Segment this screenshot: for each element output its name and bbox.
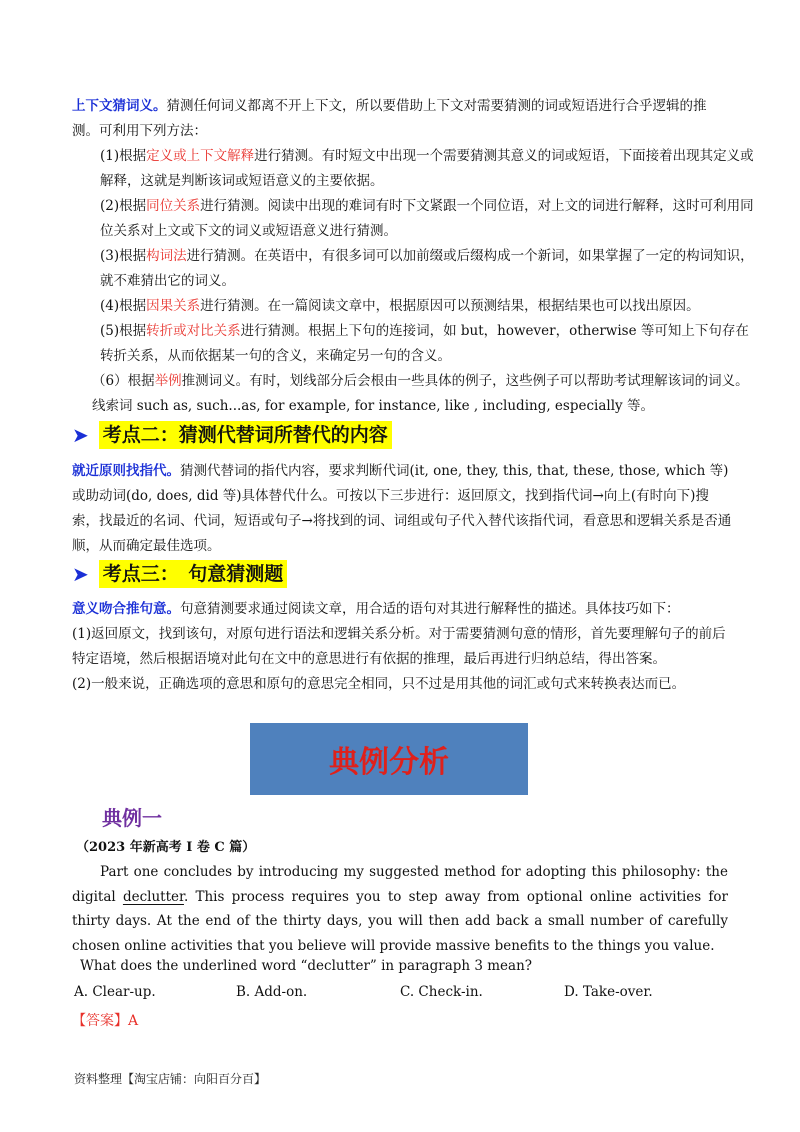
- method-4: [72, 294, 760, 319]
- option-c: C. Check-in.: [400, 984, 483, 1000]
- method-6: [72, 369, 752, 419]
- example-question: What does the underlined word “declutter” in paragraph 3 mean?: [80, 958, 533, 974]
- heading-kaodian-2: [72, 420, 392, 450]
- option-a: A. Clear-up.: [74, 984, 156, 1000]
- method-text: 进行猜测。在一篇阅读文章中，根据原因可以预测结果，根据结果也可以找出原因。: [200, 298, 700, 314]
- section2-paragraph: [72, 459, 732, 559]
- method-2: [72, 194, 760, 244]
- method-prefix: (4)根据: [100, 298, 147, 314]
- method-5: [72, 319, 760, 369]
- section3-intro: 句意猜测要求通过阅读文章，用合适的语句对其进行解释性的描述。具体技巧如下：: [180, 601, 680, 617]
- heading-kaodian-3: [72, 559, 287, 589]
- method-text: 进行猜测。有时短文中出现一个需要猜测其意义的词或短语，下面接着出现其定义或解释，这就是判断该词或短语意义的主要依据。: [100, 148, 754, 189]
- method-prefix: (3)根据: [100, 248, 147, 264]
- method-text: 进行猜测。根据上下句的连接词，如 but，however，otherwise 等可知上下句存在转折关系，从而依据某一句的含义，来确定另一句的含义。: [100, 323, 749, 364]
- section2-lead: 就近原则找指代。: [72, 463, 180, 479]
- banner-title: 典例分析: [329, 745, 449, 780]
- method-prefix: (2)根据: [100, 198, 147, 214]
- typical-example-banner: [250, 723, 528, 795]
- section2-text: 猜测代替词的指代内容，要求判断代词(it, one, they, this, that, these, those, which 等)或助动词(do, does, did 等)具体替代什么。可按以下三步进行：返回原文，找到指代词→向上(有时向下)搜索，找最近的名词、代词，短语或句子→将找到的词、词组或句子代入替代该指代词，看意思和逻辑关系是否通顺，从而确定最佳选项。: [72, 463, 732, 554]
- method-3: [72, 244, 760, 294]
- page-footer: 资料整理【淘宝店铺：向阳百分百】: [74, 1072, 267, 1086]
- section1-lead: 上下文猜词义。: [72, 98, 167, 114]
- method-keyword: 构词法: [146, 248, 187, 264]
- heading-text: 考点二：猜测代替词所替代的内容: [99, 421, 392, 449]
- method-prefix: (1)根据: [100, 148, 147, 164]
- section3-paragraph: [72, 597, 732, 697]
- section3-point-2: (2)一般来说，正确选项的意思和原句的意思完全相同，只不过是用其他的词汇或句式来转换表达而已。: [72, 676, 686, 692]
- method-keyword: 因果关系: [146, 298, 201, 314]
- passage-before: Part one concludes by introducing my suggested method for adopting this philosophy: the digital: [72, 864, 728, 905]
- passage-after: . This process requires you to step away from optional online activities for thirty days. At the end of the thirty days, you will then add back a small number of carefully chosen online activities that you believe will provide massive benefits to the things you value.: [72, 888, 728, 954]
- method-prefix: （6）根据: [92, 373, 155, 389]
- section3-lead: 意义吻合推句意。: [72, 601, 180, 617]
- method-keyword: 定义或上下文解释: [146, 148, 255, 164]
- section3-point-1: (1)返回原文，找到该句，对原句进行语法和逻辑关系分析。对于需要猜测句意的情形，首先要理解句子的前后特定语境，然后根据语境对此句在文中的意思进行有依据的推理，最后再进行归纳总结，得出答案。: [72, 626, 726, 667]
- option-d: D. Take-over.: [564, 984, 653, 1000]
- method-text: 推测词义。有时，划线部分后会根由一些具体的例子，这些例子可以帮助考试理解该词的词义。线索词 such as, such...as, for example, for instance, like , including, especially 等。: [92, 373, 749, 414]
- method-keyword: 同位关系: [146, 198, 201, 214]
- arrow-bullet-icon: ➤: [72, 423, 89, 447]
- arrow-bullet-icon: ➤: [72, 562, 89, 586]
- method-text: 进行猜测。阅读中出现的难词有时下文紧跟一个同位语，对上文的词进行解释，这时可利用同位关系对上文或下文的词义或短语意义进行猜测。: [100, 198, 754, 239]
- underlined-word: declutter: [122, 888, 184, 905]
- section1-intro-text: 猜测任何词义都离不开上下文，所以要借助上下文对需要猜测的词或短语进行合乎逻辑的推测。可利用下列方法：: [72, 98, 707, 139]
- method-keyword: 转折或对比关系: [146, 323, 241, 339]
- method-prefix: (5)根据: [100, 323, 147, 339]
- heading-text: 考点三： 句意猜测题: [99, 560, 288, 588]
- example-title: 典例一: [102, 806, 162, 830]
- section1-intro: [72, 94, 732, 144]
- method-keyword: 举例: [154, 373, 182, 389]
- option-b: B. Add-on.: [236, 984, 308, 1000]
- method-1: [72, 144, 760, 194]
- method-text: 进行猜测。在英语中，有很多词可以加前缀或后缀构成一个新词，如果掌握了一定的构词知识，就不难猜出它的词义。: [100, 248, 754, 289]
- example-answer: 【答案】A: [72, 1013, 139, 1029]
- example-passage: [72, 860, 728, 958]
- example-source: （2023 年新高考 I 卷 C 篇）: [76, 840, 256, 855]
